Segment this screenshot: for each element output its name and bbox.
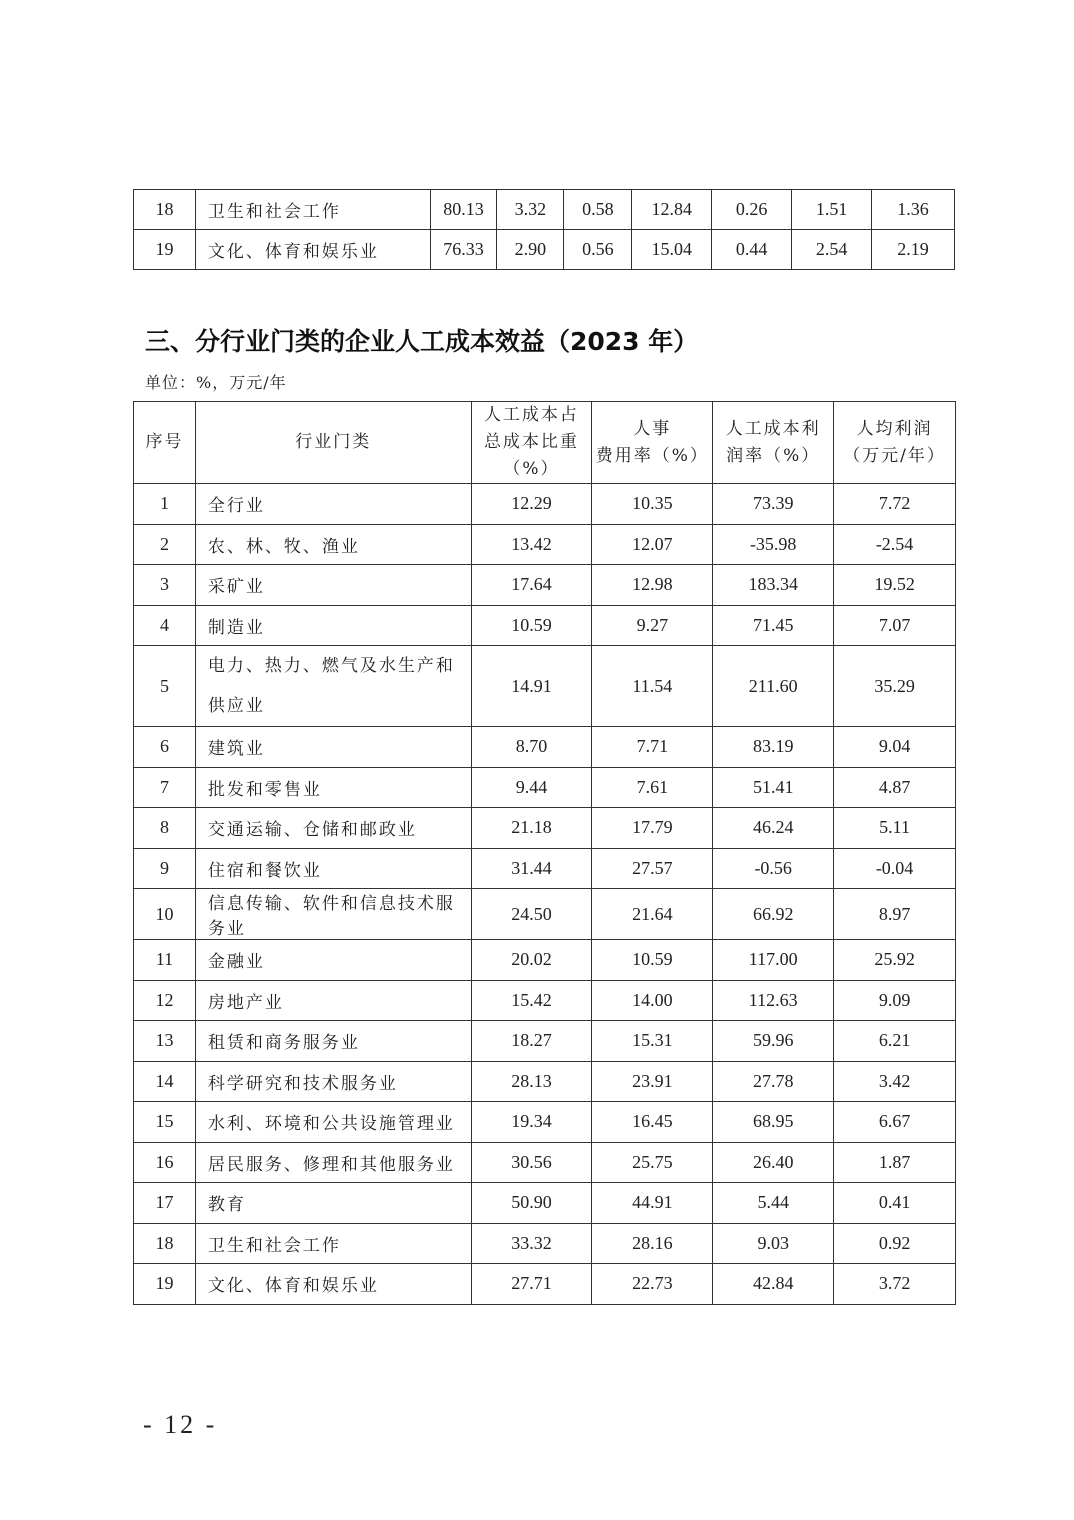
per-capita-profit-cell: 6.67 bbox=[834, 1102, 956, 1143]
cost-share-cell: 19.34 bbox=[471, 1102, 592, 1143]
header-profit-rate bbox=[713, 402, 834, 484]
cost-share-cell: 20.02 bbox=[471, 940, 592, 981]
cost-share-cell: 10.59 bbox=[471, 605, 592, 646]
profit-rate-cell: 51.41 bbox=[713, 767, 834, 808]
cost-share-cell: 14.91 bbox=[471, 646, 592, 727]
per-capita-profit-cell: 35.29 bbox=[834, 646, 956, 727]
continued-table bbox=[133, 189, 955, 270]
header-hr-rate-line2: 费用率（%） bbox=[595, 445, 709, 466]
industry-name: 卫生和社会工作 bbox=[195, 190, 430, 230]
industry-name: 文化、体育和娱乐业 bbox=[195, 1264, 471, 1305]
hr-rate-cell: 11.54 bbox=[592, 646, 713, 727]
per-capita-profit-cell: 8.97 bbox=[834, 889, 956, 940]
row-number: 7 bbox=[134, 767, 196, 808]
header-per-capita-profit-line2: （万元/年） bbox=[843, 445, 946, 466]
cost-share-cell: 12.29 bbox=[471, 484, 592, 525]
hr-rate-cell: 10.35 bbox=[592, 484, 713, 525]
table-row bbox=[134, 727, 956, 768]
profit-rate-cell: 71.45 bbox=[713, 605, 834, 646]
row-number: 18 bbox=[134, 1223, 196, 1264]
profit-rate-cell: 73.39 bbox=[713, 484, 834, 525]
cost-share-cell: 30.56 bbox=[471, 1142, 592, 1183]
per-capita-profit-cell: -2.54 bbox=[834, 524, 956, 565]
row-number: 10 bbox=[134, 889, 196, 940]
cost-share-cell: 50.90 bbox=[471, 1183, 592, 1224]
table-row bbox=[134, 848, 956, 889]
row-number: 14 bbox=[134, 1061, 196, 1102]
per-capita-profit-cell: 0.92 bbox=[834, 1223, 956, 1264]
header-profit-rate-line2: 润率（%） bbox=[726, 445, 821, 466]
table-row bbox=[134, 524, 956, 565]
value-cell: 12.84 bbox=[632, 190, 712, 230]
unit-label: 单位：%，万元/年 bbox=[145, 373, 287, 392]
row-number: 19 bbox=[134, 1264, 196, 1305]
per-capita-profit-cell: 6.21 bbox=[834, 1021, 956, 1062]
industry-name: 采矿业 bbox=[195, 565, 471, 606]
profit-rate-cell: 83.19 bbox=[713, 727, 834, 768]
row-number: 9 bbox=[134, 848, 196, 889]
hr-rate-cell: 10.59 bbox=[592, 940, 713, 981]
hr-rate-cell: 27.57 bbox=[592, 848, 713, 889]
hr-rate-cell: 44.91 bbox=[592, 1183, 713, 1224]
table-row bbox=[134, 808, 956, 849]
table-row bbox=[134, 230, 955, 270]
table-row bbox=[134, 605, 956, 646]
hr-rate-cell: 7.61 bbox=[592, 767, 713, 808]
row-number: 3 bbox=[134, 565, 196, 606]
profit-rate-cell: -35.98 bbox=[713, 524, 834, 565]
table-row bbox=[134, 889, 956, 940]
industry-name: 住宿和餐饮业 bbox=[195, 848, 471, 889]
industry-name: 农、林、牧、渔业 bbox=[195, 524, 471, 565]
continued-table-body bbox=[134, 190, 955, 270]
row-number: 12 bbox=[134, 980, 196, 1021]
cost-share-cell: 18.27 bbox=[471, 1021, 592, 1062]
industry-name: 卫生和社会工作 bbox=[195, 1223, 471, 1264]
industry-name: 电力、热力、燃气及水生产和供应业 bbox=[195, 646, 471, 727]
industry-name: 制造业 bbox=[195, 605, 471, 646]
row-number: 19 bbox=[134, 230, 196, 270]
hr-rate-cell: 22.73 bbox=[592, 1264, 713, 1305]
cost-share-cell: 33.32 bbox=[471, 1223, 592, 1264]
table-row bbox=[134, 1223, 956, 1264]
row-number: 6 bbox=[134, 727, 196, 768]
header-cost-share bbox=[471, 402, 592, 484]
per-capita-profit-cell: 7.07 bbox=[834, 605, 956, 646]
per-capita-profit-cell: 5.11 bbox=[834, 808, 956, 849]
hr-rate-cell: 9.27 bbox=[592, 605, 713, 646]
hr-rate-cell: 23.91 bbox=[592, 1061, 713, 1102]
profit-rate-cell: 59.96 bbox=[713, 1021, 834, 1062]
header-per-capita-profit bbox=[834, 402, 956, 484]
industry-name: 金融业 bbox=[195, 940, 471, 981]
hr-rate-cell: 12.98 bbox=[592, 565, 713, 606]
profit-rate-cell: 211.60 bbox=[713, 646, 834, 727]
value-cell: 80.13 bbox=[430, 190, 497, 230]
table-row bbox=[134, 1061, 956, 1102]
table-row bbox=[134, 940, 956, 981]
hr-rate-cell: 21.64 bbox=[592, 889, 713, 940]
table-row bbox=[134, 484, 956, 525]
profit-rate-cell: 5.44 bbox=[713, 1183, 834, 1224]
header-hr-rate bbox=[592, 402, 713, 484]
cost-share-cell: 28.13 bbox=[471, 1061, 592, 1102]
row-number: 16 bbox=[134, 1142, 196, 1183]
value-cell: 2.19 bbox=[872, 230, 955, 270]
industry-name: 全行业 bbox=[195, 484, 471, 525]
cost-share-cell: 21.18 bbox=[471, 808, 592, 849]
table-row bbox=[134, 1102, 956, 1143]
row-number: 1 bbox=[134, 484, 196, 525]
table-header-row bbox=[134, 402, 956, 484]
per-capita-profit-cell: 9.04 bbox=[834, 727, 956, 768]
table-row bbox=[134, 1021, 956, 1062]
header-cost-share-line3: （%） bbox=[503, 459, 560, 479]
cost-share-cell: 8.70 bbox=[471, 727, 592, 768]
industry-name: 水利、环境和公共设施管理业 bbox=[195, 1102, 471, 1143]
profit-rate-cell: 26.40 bbox=[713, 1142, 834, 1183]
header-cost-share-line2: 总成本比重 bbox=[483, 432, 579, 452]
value-cell: 2.90 bbox=[497, 230, 564, 270]
per-capita-profit-cell: 7.72 bbox=[834, 484, 956, 525]
profit-rate-cell: 9.03 bbox=[713, 1223, 834, 1264]
row-number: 18 bbox=[134, 190, 196, 230]
table-row bbox=[134, 1142, 956, 1183]
section-title: 三、分行业门类的企业人工成本效益（2023 年） bbox=[145, 327, 699, 356]
table-row bbox=[134, 1183, 956, 1224]
value-cell: 1.36 bbox=[872, 190, 955, 230]
cost-share-cell: 24.50 bbox=[471, 889, 592, 940]
profit-rate-cell: 112.63 bbox=[713, 980, 834, 1021]
per-capita-profit-cell: 3.72 bbox=[834, 1264, 956, 1305]
value-cell: 0.26 bbox=[712, 190, 792, 230]
profit-rate-cell: 117.00 bbox=[713, 940, 834, 981]
row-number: 2 bbox=[134, 524, 196, 565]
table-row bbox=[134, 980, 956, 1021]
labor-cost-benefit-table bbox=[133, 401, 956, 1305]
industry-name: 文化、体育和娱乐业 bbox=[195, 230, 430, 270]
industry-name: 建筑业 bbox=[195, 727, 471, 768]
value-cell: 0.44 bbox=[712, 230, 792, 270]
cost-share-cell: 15.42 bbox=[471, 980, 592, 1021]
profit-rate-cell: 183.34 bbox=[713, 565, 834, 606]
row-number: 11 bbox=[134, 940, 196, 981]
row-number: 13 bbox=[134, 1021, 196, 1062]
table-row bbox=[134, 565, 956, 606]
header-cost-share-line1: 人工成本占 bbox=[483, 405, 579, 425]
table-row bbox=[134, 1264, 956, 1305]
industry-name: 居民服务、修理和其他服务业 bbox=[195, 1142, 471, 1183]
profit-rate-cell: 46.24 bbox=[713, 808, 834, 849]
header-profit-rate-line1: 人工成本利 bbox=[725, 418, 821, 439]
industry-name: 房地产业 bbox=[195, 980, 471, 1021]
hr-rate-cell: 17.79 bbox=[592, 808, 713, 849]
profit-rate-cell: 68.95 bbox=[713, 1102, 834, 1143]
page-number: - 12 - bbox=[143, 1410, 218, 1439]
row-number: 5 bbox=[134, 646, 196, 727]
header-per-capita-profit-line1: 人均利润 bbox=[856, 418, 933, 439]
hr-rate-cell: 15.31 bbox=[592, 1021, 713, 1062]
per-capita-profit-cell: 25.92 bbox=[834, 940, 956, 981]
per-capita-profit-cell: 9.09 bbox=[834, 980, 956, 1021]
hr-rate-cell: 7.71 bbox=[592, 727, 713, 768]
value-cell: 15.04 bbox=[632, 230, 712, 270]
table-row bbox=[134, 646, 956, 727]
row-number: 4 bbox=[134, 605, 196, 646]
cost-share-cell: 31.44 bbox=[471, 848, 592, 889]
row-number: 17 bbox=[134, 1183, 196, 1224]
row-number: 8 bbox=[134, 808, 196, 849]
value-cell: 3.32 bbox=[497, 190, 564, 230]
labor-cost-benefit-table-body bbox=[134, 484, 956, 1305]
value-cell: 2.54 bbox=[792, 230, 872, 270]
industry-name: 教育 bbox=[195, 1183, 471, 1224]
hr-rate-cell: 14.00 bbox=[592, 980, 713, 1021]
profit-rate-cell: 27.78 bbox=[713, 1061, 834, 1102]
industry-name: 租赁和商务服务业 bbox=[195, 1021, 471, 1062]
value-cell: 0.56 bbox=[564, 230, 632, 270]
cost-share-cell: 9.44 bbox=[471, 767, 592, 808]
table-row bbox=[134, 767, 956, 808]
header-industry: 行业门类 bbox=[195, 402, 471, 484]
value-cell: 76.33 bbox=[430, 230, 497, 270]
table-row bbox=[134, 190, 955, 230]
profit-rate-cell: 42.84 bbox=[713, 1264, 834, 1305]
cost-share-cell: 17.64 bbox=[471, 565, 592, 606]
hr-rate-cell: 25.75 bbox=[592, 1142, 713, 1183]
per-capita-profit-cell: 19.52 bbox=[834, 565, 956, 606]
industry-name: 交通运输、仓储和邮政业 bbox=[195, 808, 471, 849]
hr-rate-cell: 12.07 bbox=[592, 524, 713, 565]
per-capita-profit-cell: -0.04 bbox=[834, 848, 956, 889]
cost-share-cell: 13.42 bbox=[471, 524, 592, 565]
industry-name: 科学研究和技术服务业 bbox=[195, 1061, 471, 1102]
per-capita-profit-cell: 1.87 bbox=[834, 1142, 956, 1183]
profit-rate-cell: -0.56 bbox=[713, 848, 834, 889]
hr-rate-cell: 16.45 bbox=[592, 1102, 713, 1143]
industry-name: 信息传输、软件和信息技术服务业 bbox=[195, 889, 471, 940]
cost-share-cell: 27.71 bbox=[471, 1264, 592, 1305]
per-capita-profit-cell: 0.41 bbox=[834, 1183, 956, 1224]
industry-name: 批发和零售业 bbox=[195, 767, 471, 808]
header-no: 序号 bbox=[134, 402, 196, 484]
profit-rate-cell: 66.92 bbox=[713, 889, 834, 940]
header-hr-rate-line1: 人事 bbox=[633, 418, 672, 439]
per-capita-profit-cell: 3.42 bbox=[834, 1061, 956, 1102]
per-capita-profit-cell: 4.87 bbox=[834, 767, 956, 808]
row-number: 15 bbox=[134, 1102, 196, 1143]
value-cell: 1.51 bbox=[792, 190, 872, 230]
hr-rate-cell: 28.16 bbox=[592, 1223, 713, 1264]
value-cell: 0.58 bbox=[564, 190, 632, 230]
